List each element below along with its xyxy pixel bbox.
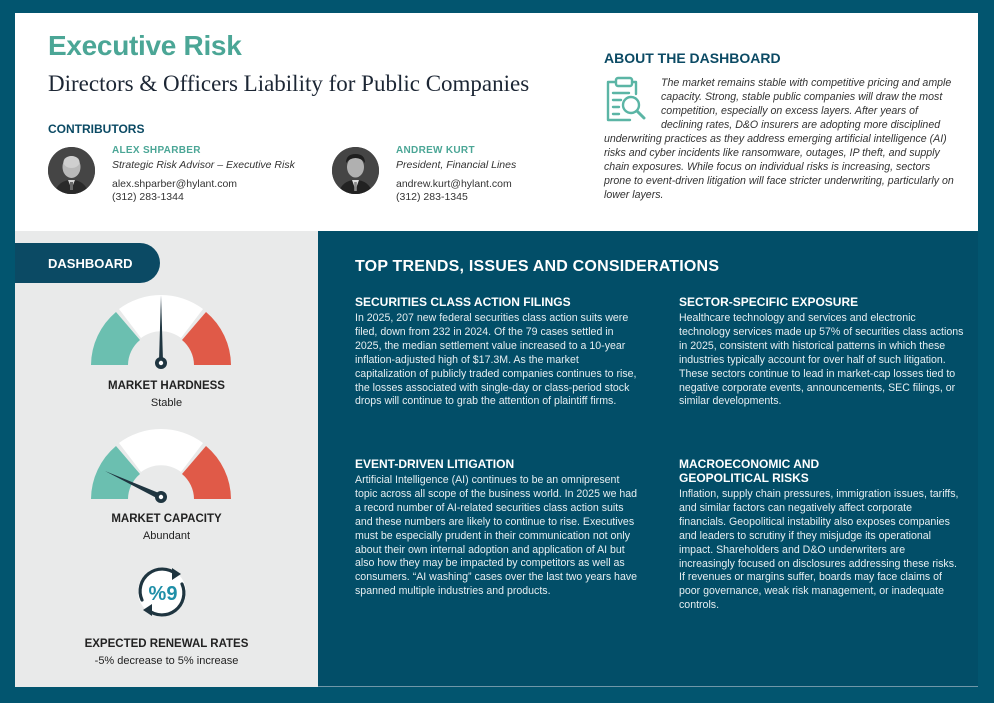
trends-panel [318,231,978,687]
avatar [332,147,379,194]
about-text: The market remains stable with competitive pricing and ample capacity. Strong, stable public companies will draw the most competition, especially on excess layers. After years of declining rates, D&O insurers are adopting more disciplined underwriting practices as they address emerging artificial intelligence (AI) risks and cyber incidents like ransomware, outages, IP theft, and supply chain exposures. While focus on individual risks is increasing, sectors prone to event-driven litigation will face stricter underwriting, particularly on lower layers. [604,77,954,201]
gauge-value: Stable [150,397,183,409]
contributor-email-link[interactable]: andrew.kurt@hylant.com [396,178,512,190]
market-capacity-gauge [87,425,235,505]
contributor-phone[interactable]: (312) 283-1344 [112,191,184,203]
contributor-phone[interactable]: (312) 283-1345 [396,191,468,203]
person-photo-icon [332,147,379,194]
contributor-name: ANDREW KURT [396,145,475,156]
svg-text:%9: %9 [148,583,178,605]
renewal-value: -5% decrease to 5% increase [94,655,239,667]
section-heading: SECURITIES CLASS ACTION FILINGS [355,295,571,309]
trend-section [679,295,964,409]
about-heading: ABOUT THE DASHBOARD [604,50,781,66]
renewal-rates-icon [132,562,192,622]
contributor-email-link[interactable]: alex.shparber@hylant.com [112,178,238,190]
section-body: Artificial Intelligence (AI) continues to be an omnipresent topic across all scope of the business world. In 2025 we had a record number of AI-related securities class action suits and these numbers are likely to continue to rise. Executives must be especially prudent in their communication not only about their own internal adoption and application of AI but also how they may be impacted by competitors as well as consumers. “AI washing” cases over the last two years have spanned multiple industries and products. [355,474,638,598]
dashboard-tab: DASHBOARD [15,243,160,283]
page-title: Executive Risk [48,30,242,61]
contributors-heading: CONTRIBUTORS [48,122,145,136]
trend-section [355,457,640,599]
trend-section [355,295,640,409]
trends-title: TOP TRENDS, ISSUES AND CONSIDERATIONS [355,258,720,275]
gauge-label: MARKET CAPACITY [111,513,222,525]
contributor-name: ALEX SHPARBER [112,145,201,156]
section-heading: SECTOR-SPECIFIC EXPOSURE [679,295,859,309]
contributor-role: Strategic Risk Advisor – Executive Risk [112,159,295,171]
person-photo-icon [48,147,95,194]
contributor-role: President, Financial Lines [396,159,517,171]
trend-section [679,457,959,613]
gauge-value: Abundant [142,530,191,542]
gauge-label: MARKET HARDNESS [108,380,225,392]
page-subtitle: Directors & Officers Liability for Public Companies [48,71,530,96]
section-body: Inflation, supply chain pressures, immigration issues, tariffs, and similar factors can negatively affect corporate financials. Geopolitical instability also exposes companies and leaders to scrutiny if they misjudge its operational impact. Shareholders and D&O underwriters are increasingly focused on disclosures addressing these risks. If revenues or margins suffer, boards may face claims of poor governance, weak risk management, or inadequate controls. [679,488,959,612]
section-body: Healthcare technology and services and electronic technology services made up 57% of securities class actions in 2025, consistent with historical patterns in which these industries typically account for over half of such litigation. These sectors continue to lead in market-cap losses tied to negative corporate events, announcements, SEC filings, or similar developments. [679,312,964,408]
section-heading: EVENT-DRIVEN LITIGATION [355,457,515,471]
header-panel [15,13,978,231]
avatar [48,147,95,194]
section-heading: MACROECONOMIC AND GEOPOLITICAL RISKS [679,457,820,485]
market-hardness-gauge [87,291,235,371]
renewal-label: EXPECTED RENEWAL RATES [84,638,249,650]
dashboard-panel [15,231,318,687]
section-body: In 2025, 207 new federal securities class action suits were filed, down from 232 in 2024. Of the 79 cases settled in 2025, the median settlement value increased to a 10-year inflation-adjusted high of $17.3M. As the market capitalization of publicly traded companies continues to rise, the losses associated with single-day or class-period stock drops will continue to grab the attention of plaintiff firms. [355,312,637,408]
